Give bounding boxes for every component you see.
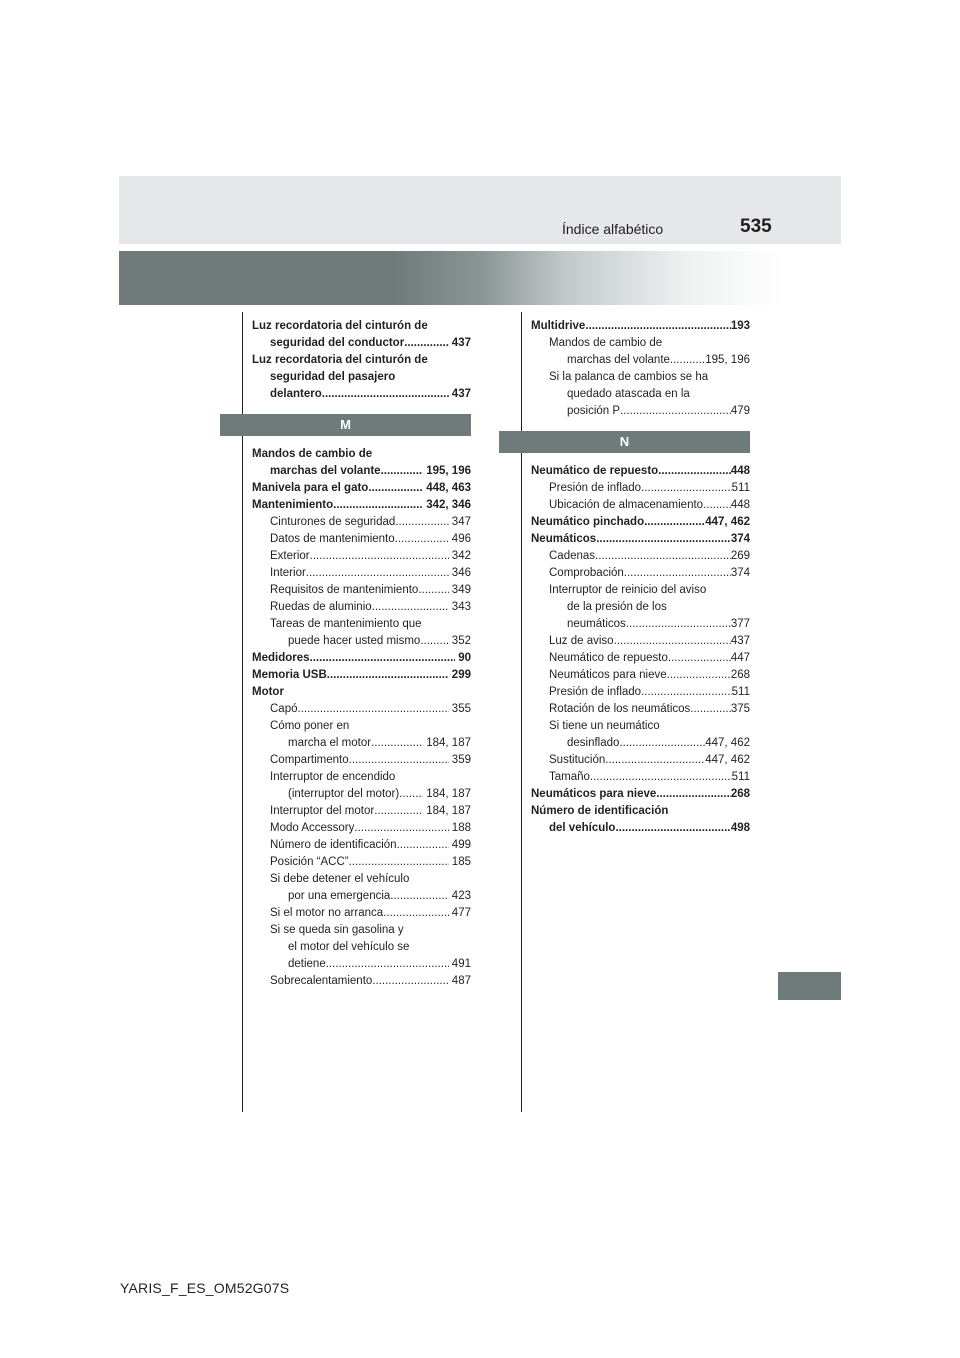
index-entry <box>252 514 471 531</box>
dot-leader <box>615 820 730 837</box>
index-entry <box>252 616 471 633</box>
index-entry-text: Interruptor de reinicio del aviso <box>549 584 707 596</box>
index-entry-text: Manivela para el gato <box>252 482 369 494</box>
index-entry-text: por una emergencia <box>288 890 391 902</box>
index-entry-page: 195, 196 <box>423 465 471 477</box>
index-entry-text: del vehículo <box>549 822 616 834</box>
index-entry <box>531 769 750 786</box>
index-entry-page: 184, 187 <box>423 788 471 800</box>
index-entry-page: 184, 187 <box>423 737 471 749</box>
index-entry-text: Presión de inflado <box>549 686 642 698</box>
index-entry-text: Neumático de repuesto <box>531 465 659 477</box>
index-entry-page: 437 <box>448 388 471 400</box>
index-entry-page: 437 <box>730 635 750 647</box>
index-entry-text: el motor del vehículo se <box>288 941 410 953</box>
dot-leader <box>368 480 423 497</box>
index-entry <box>531 633 750 650</box>
index-entry-text: Multidrive <box>531 320 586 332</box>
dot-leader <box>349 752 449 769</box>
index-entry-page: 185 <box>448 856 471 868</box>
dot-leader <box>585 318 731 335</box>
index-entry-text: Número de identificación <box>531 805 669 817</box>
index-entry-text: Medidores <box>252 652 310 664</box>
index-entry <box>531 684 750 701</box>
index-entry-page: 447, 462 <box>705 737 750 749</box>
index-entry-text: posición P <box>567 405 621 417</box>
index-entry-page: 268 <box>730 788 750 800</box>
dot-leader <box>349 854 449 871</box>
header-gradient-bar <box>119 251 841 305</box>
index-entry-text: marcha el motor <box>288 737 372 749</box>
index-entry-page: 374 <box>730 533 750 545</box>
index-entry-page: 188 <box>448 822 471 834</box>
index-entry-text: seguridad del pasajero <box>270 371 396 383</box>
dot-leader <box>397 837 449 854</box>
index-entry-page: 511 <box>731 686 750 698</box>
index-entry-text: Modo Accessory <box>270 822 355 834</box>
dot-leader <box>310 548 449 565</box>
index-entry <box>531 667 750 684</box>
index-entry <box>531 599 750 616</box>
dot-leader <box>670 352 705 369</box>
index-entry <box>252 837 471 854</box>
index-entry <box>252 650 471 667</box>
right-top-entries <box>531 318 750 420</box>
chapter-thumb-tab <box>778 972 841 1000</box>
index-entry <box>252 905 471 922</box>
index-entry-page: 511 <box>731 771 750 783</box>
index-entry <box>252 446 471 463</box>
dot-leader <box>383 905 448 922</box>
index-entry-page: 193 <box>730 320 750 332</box>
index-entry-text: Neumáticos para nieve <box>531 788 657 800</box>
index-entry <box>531 463 750 480</box>
index-entry-text: Cómo poner en <box>270 720 350 732</box>
index-entry <box>252 854 471 871</box>
dot-leader <box>381 463 423 480</box>
dot-leader <box>619 735 705 752</box>
index-entry-page: 491 <box>448 958 471 970</box>
index-entry <box>531 352 750 369</box>
index-entry-text: Neumático pinchado <box>531 516 645 528</box>
index-entry-text: Si tiene un neumático <box>549 720 660 732</box>
index-entry <box>252 548 471 565</box>
document-code: YARIS_F_ES_OM52G07S <box>120 1280 290 1296</box>
dot-leader <box>624 565 731 582</box>
index-entry-text: Motor <box>252 686 284 698</box>
index-entry-text: Luz recordatoria del cinturón de <box>252 320 428 332</box>
index-entry <box>252 939 471 956</box>
index-entry-page: 448 <box>730 465 750 477</box>
index-entry <box>531 403 750 420</box>
index-entry-text: Ruedas de aluminio <box>270 601 372 613</box>
index-entry-text: Ubicación de almacenamiento <box>549 499 704 511</box>
index-entry-page: 487 <box>448 975 471 987</box>
dot-leader <box>626 616 731 633</box>
index-entry-text: Cinturones de seguridad <box>270 516 396 528</box>
index-entry-page: 342 <box>448 550 471 562</box>
index-entry-page: 374 <box>730 567 750 579</box>
index-entry-text: Compartimento <box>270 754 349 766</box>
index-entry <box>531 820 750 837</box>
index-entry <box>531 531 750 548</box>
dot-leader <box>372 599 449 616</box>
index-entry <box>252 352 471 369</box>
index-entry <box>531 497 750 514</box>
index-entry-page: 352 <box>448 635 471 647</box>
dot-leader <box>333 497 423 514</box>
index-entry <box>252 769 471 786</box>
index-entry-text: quedado atascada en la <box>567 388 690 400</box>
right-index-column <box>531 318 750 837</box>
index-entry-text: Cadenas <box>549 550 596 562</box>
index-entry-text: Datos de mantenimiento <box>270 533 395 545</box>
index-entry <box>531 786 750 803</box>
index-entry <box>252 820 471 837</box>
dot-leader <box>326 956 449 973</box>
index-entry <box>531 318 750 335</box>
index-entry-text: Luz de aviso <box>549 635 614 647</box>
index-entry-page: 377 <box>730 618 750 630</box>
index-entry-page: 498 <box>730 822 750 834</box>
dot-leader <box>668 650 731 667</box>
index-entry-page: 299 <box>448 669 471 681</box>
index-entry <box>531 735 750 752</box>
index-entry-page: 195, 196 <box>705 354 750 366</box>
dot-leader <box>418 582 448 599</box>
index-entry-text: Rotación de los neumáticos <box>549 703 691 715</box>
index-entry-text: Sobrecalentamiento <box>270 975 373 987</box>
index-entry <box>252 463 471 480</box>
dot-leader <box>372 973 448 990</box>
index-entry-text: Interior <box>270 567 306 579</box>
index-entry-text: Neumático de repuesto <box>549 652 668 664</box>
dot-leader <box>371 735 423 752</box>
index-entry-text: Neumáticos para nieve <box>549 669 667 681</box>
index-entry <box>252 386 471 403</box>
index-entry-text: de la presión de los <box>567 601 667 613</box>
dot-leader <box>395 514 448 531</box>
dot-leader <box>310 650 455 667</box>
index-entry-page: 184, 187 <box>423 805 471 817</box>
letter-heading-m: M <box>220 414 471 436</box>
section-title: Índice alfabético <box>562 221 664 237</box>
index-entry-page: 347 <box>448 516 471 528</box>
index-entry <box>252 599 471 616</box>
index-entry-page: 447, 462 <box>705 754 750 766</box>
index-entry <box>252 497 471 514</box>
index-entry-text: seguridad del conductor <box>270 337 405 349</box>
index-entry-page: 346 <box>448 567 471 579</box>
index-entry-page: 448, 463 <box>423 482 471 494</box>
index-entry <box>531 548 750 565</box>
dot-leader <box>327 667 449 684</box>
index-entry <box>531 650 750 667</box>
index-entry <box>252 667 471 684</box>
index-entry <box>531 752 750 769</box>
dot-leader <box>374 803 423 820</box>
index-entry-text: Tamaño <box>549 771 590 783</box>
index-entry <box>252 684 471 701</box>
index-entry-page: 342, 346 <box>423 499 471 511</box>
index-entry-page: 437 <box>448 337 471 349</box>
index-entry-page: 499 <box>448 839 471 851</box>
dot-leader <box>658 463 731 480</box>
index-entry <box>252 369 471 386</box>
dot-leader <box>390 888 448 905</box>
index-entry-text: Comprobación <box>549 567 624 579</box>
index-entry-text: Mandos de cambio de <box>549 337 663 349</box>
index-entry-text: Requisitos de mantenimiento <box>270 584 419 596</box>
index-entry <box>531 582 750 599</box>
index-entry-text: Memoria USB <box>252 669 327 681</box>
index-entry-page: 268 <box>730 669 750 681</box>
dot-leader <box>404 335 448 352</box>
index-entry <box>252 633 471 650</box>
dot-leader <box>641 480 732 497</box>
dot-leader <box>322 386 449 403</box>
index-entry-text: detiene <box>288 958 326 970</box>
dot-leader <box>596 531 731 548</box>
index-entry-page: 90 <box>455 652 471 664</box>
header-band <box>119 176 841 244</box>
index-entry-page: 477 <box>448 907 471 919</box>
dot-leader <box>614 633 731 650</box>
index-entry-text: Número de identificación <box>270 839 397 851</box>
index-entry-text: Mantenimiento <box>252 499 334 511</box>
dot-leader <box>690 701 731 718</box>
index-entry-text: Luz recordatoria del cinturón de <box>252 354 428 366</box>
dot-leader <box>590 769 732 786</box>
index-entry <box>252 480 471 497</box>
index-entry <box>252 888 471 905</box>
index-entry <box>252 956 471 973</box>
index-entry <box>531 803 750 820</box>
index-entry-text: Capó <box>270 703 298 715</box>
index-entry <box>252 565 471 582</box>
dot-leader <box>420 633 448 650</box>
index-entry-text: desinflado <box>567 737 620 749</box>
index-entry-text: Exterior <box>270 550 310 562</box>
index-entry-text: Si se queda sin gasolina y <box>270 924 404 936</box>
index-entry <box>252 786 471 803</box>
index-entry-page: 479 <box>730 405 750 417</box>
index-entry-text: Interruptor del motor <box>270 805 375 817</box>
index-entry-text: Mandos de cambio de <box>252 448 373 460</box>
dot-leader <box>354 820 448 837</box>
index-entry <box>531 701 750 718</box>
index-entry-page: 269 <box>730 550 750 562</box>
index-entry <box>252 735 471 752</box>
index-entry-page: 496 <box>448 533 471 545</box>
index-entry-text: Si el motor no arranca <box>270 907 384 919</box>
index-entry-text: (interruptor del motor) <box>288 788 400 800</box>
index-entry-page: 511 <box>731 482 750 494</box>
index-entry-page: 355 <box>448 703 471 715</box>
left-index-column <box>252 318 471 990</box>
index-entry-text: Sustitución <box>549 754 606 766</box>
dot-leader <box>644 514 705 531</box>
dot-leader <box>605 752 705 769</box>
index-entry-text: marchas del volante <box>567 354 670 366</box>
index-entry <box>252 752 471 769</box>
index-entry <box>252 318 471 335</box>
index-entry <box>531 369 750 386</box>
dot-leader <box>641 684 732 701</box>
index-entry-text: Presión de inflado <box>549 482 642 494</box>
page-number: 535 <box>740 216 772 237</box>
index-entry-text: Neumáticos <box>531 533 597 545</box>
index-entry-text: Interruptor de encendido <box>270 771 396 783</box>
dot-leader <box>306 565 449 582</box>
dot-leader <box>656 786 731 803</box>
index-entry <box>252 531 471 548</box>
right-bottom-entries <box>531 463 750 837</box>
index-entry-page: 343 <box>448 601 471 613</box>
index-entry <box>252 718 471 735</box>
index-entry <box>252 973 471 990</box>
index-entry <box>531 565 750 582</box>
dot-leader <box>399 786 423 803</box>
index-entry <box>531 514 750 531</box>
left-top-entries <box>252 318 471 403</box>
dot-leader <box>620 403 731 420</box>
index-entry-text: Si debe detener el vehículo <box>270 873 410 885</box>
index-entry-text: marchas del volante <box>270 465 381 477</box>
index-entry-page: 448 <box>730 499 750 511</box>
index-entry-page: 447, 462 <box>705 516 750 528</box>
index-entry-page: 349 <box>448 584 471 596</box>
index-entry-text: Posición “ACC” <box>270 856 349 868</box>
index-entry <box>531 616 750 633</box>
index-entry-text: delantero <box>270 388 322 400</box>
dot-leader <box>298 701 449 718</box>
dot-leader <box>667 667 731 684</box>
index-entry-text: neumáticos <box>567 618 626 630</box>
index-entry <box>531 480 750 497</box>
dot-leader <box>703 497 731 514</box>
index-entry-text: Tareas de mantenimiento que <box>270 618 422 630</box>
index-entry-text: puede hacer usted mismo <box>288 635 421 647</box>
index-entry <box>531 718 750 735</box>
index-entry <box>252 701 471 718</box>
dot-leader <box>595 548 731 565</box>
index-entry-page: 423 <box>448 890 471 902</box>
left-bottom-entries <box>252 446 471 990</box>
index-entry-page: 447 <box>730 652 750 664</box>
index-entry-text: Si la palanca de cambios se ha <box>549 371 709 383</box>
index-entry <box>252 582 471 599</box>
index-entry-page: 375 <box>730 703 750 715</box>
dot-leader <box>395 531 449 548</box>
index-entry <box>252 871 471 888</box>
index-entry <box>531 335 750 352</box>
index-entry-page: 359 <box>448 754 471 766</box>
index-entry <box>252 803 471 820</box>
letter-heading-n: N <box>499 431 750 453</box>
index-entry <box>252 922 471 939</box>
index-entry <box>531 386 750 403</box>
index-entry <box>252 335 471 352</box>
